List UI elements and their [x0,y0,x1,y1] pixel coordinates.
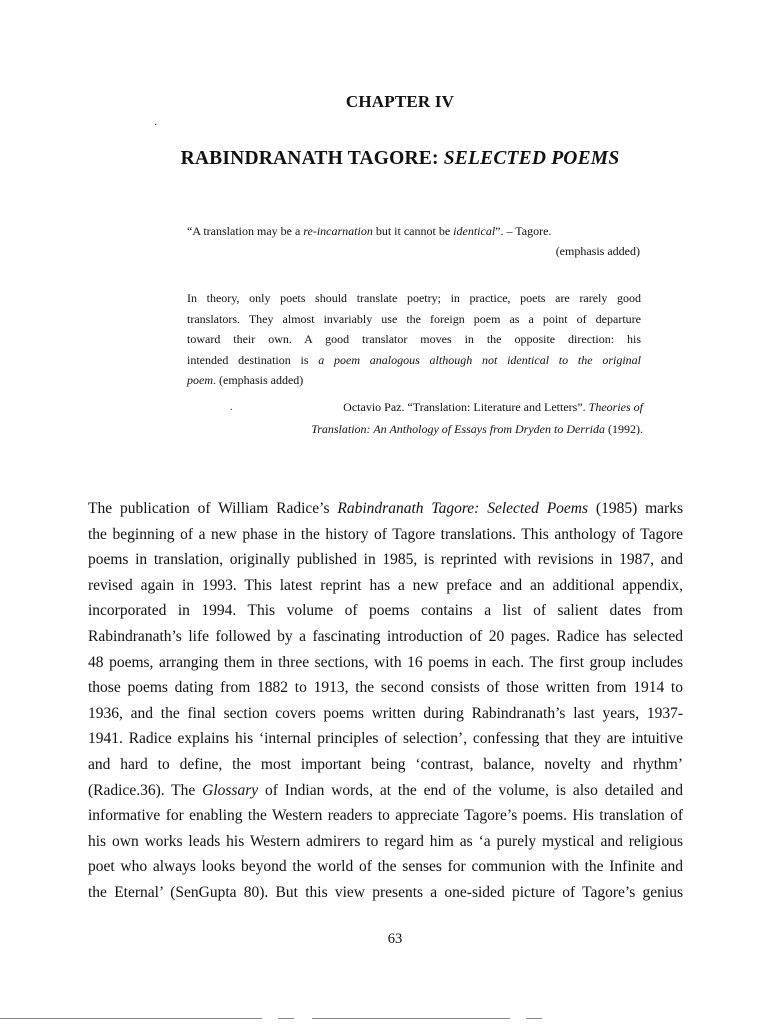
epigraph-paz-attribution-text: Octavio Paz. “Translation: Literature and Letters”. [343,400,589,414]
epigraph-tagore-note: (emphasis added) [555,244,640,258]
body-line: Rabindranath’s life followed by a fascinating introduction of 20 pages. Radice has selected [88,627,683,645]
body-text: The publication of William Radice’s [88,500,338,517]
epigraph-paz-line: toward their own. A good translator moves in the opposite direction: his [187,332,641,346]
epigraph-tagore-emphasis-2: identical [453,224,496,238]
body-line: and hard to define, the most important being ‘contrast, balance, novelty and rhythm’ [88,755,683,773]
epigraph-paz-text: intended destination is [187,352,319,367]
epigraph-paz-text: . (emphasis added) [213,373,304,387]
epigraph-tagore-emphasis-1: re-incarnation [303,224,373,238]
body-line: the beginning of a new phase in the history of Tagore translations. This anthology of Tagore [88,525,683,543]
epigraph-paz-attribution-title: Translation: An Anthology of Essays from Dryden to Derrida [311,422,605,436]
epigraph-paz-attribution-year: (1992). [605,422,643,436]
body-line: informative for enabling the Western readers to appreciate Tagore’s poems. His translation of [88,807,683,825]
body-line: those poems dating from 1882 to 1913, the second consists of those written from 1914 to [88,679,683,697]
epigraph-paz-emphasis: a poem analogous although not identical to the original [318,352,641,367]
footer-rule [278,1018,294,1019]
epigraph-paz-line [187,370,641,391]
body-line: 1936, and the final section covers poems written during Rabindranath’s last years, 1937- [88,704,683,722]
body-line [88,778,683,804]
epigraph-tagore-attribution: ”. – Tagore. [495,224,552,238]
body-text: of Indian words, at the end of the volume, is also detailed and [258,781,683,799]
body-line: his own works leads his Western admirers to regard him as ‘a purely mystical and religious [88,832,683,850]
page-number: 63 [387,931,403,947]
chapter-title-italic: SELECTED POEMS [443,148,620,169]
epigraph-paz-line: translators. They almost invariably use the foreign poem as a point of departure [187,311,641,326]
epigraph-paz-line [187,350,641,371]
footer-rule [526,1018,542,1019]
body-line: 48 poems, arranging them in three sections, with 16 poems in each. The first group includes [88,653,683,671]
epigraph-paz-attribution [290,400,643,415]
body-line: revised again in 1993. This latest reprint has a new preface and an additional appendix, [88,576,683,594]
chapter-heading: CHAPTER IV [345,92,455,111]
body-line: the Eternal’ (SenGupta 80). But this view presents a one-sided picture of Tagore’s genius [88,883,683,901]
chapter-title-plain: RABINDRANATH TAGORE: [180,148,444,169]
body-text: (1985) marks [588,500,684,517]
body-paragraph [88,496,683,906]
epigraph-tagore [187,224,551,239]
footer-rule [312,1018,510,1019]
book-title: Rabindranath Tagore: Selected Poems [337,500,589,517]
epigraph-paz-emphasis: poem [187,373,213,387]
footer-rule [0,1018,262,1019]
stray-mark: · [154,120,158,131]
chapter-title [0,148,768,170]
epigraph-tagore-text-mid: but it cannot be [372,224,454,238]
body-line: poet who always looks beyond the world of the senses for communion with the Infinite and [88,858,683,876]
stray-mark: . [230,402,233,413]
epigraph-paz-line: In theory, only poets should translate poetry; in practice, poets are rarely good [187,291,641,305]
body-text: (Radice.36). The [88,781,203,799]
body-line [88,496,683,522]
epigraph-tagore-text: “A translation may be a [187,224,304,238]
glossary-title: Glossary [202,781,259,799]
epigraph-paz [187,288,641,391]
body-line: 1941. Radice explains his ‘internal principles of selection’, confessing that they are intuitive [88,730,683,748]
body-line: poems in translation, originally published in 1985, is reprinted with revisions in 1987, and [88,551,683,569]
epigraph-paz-attribution-title: Theories of [588,400,643,414]
body-line: incorporated in 1994. This volume of poems contains a list of salient dates from [88,602,683,620]
epigraph-paz-attribution-cont [230,422,643,437]
